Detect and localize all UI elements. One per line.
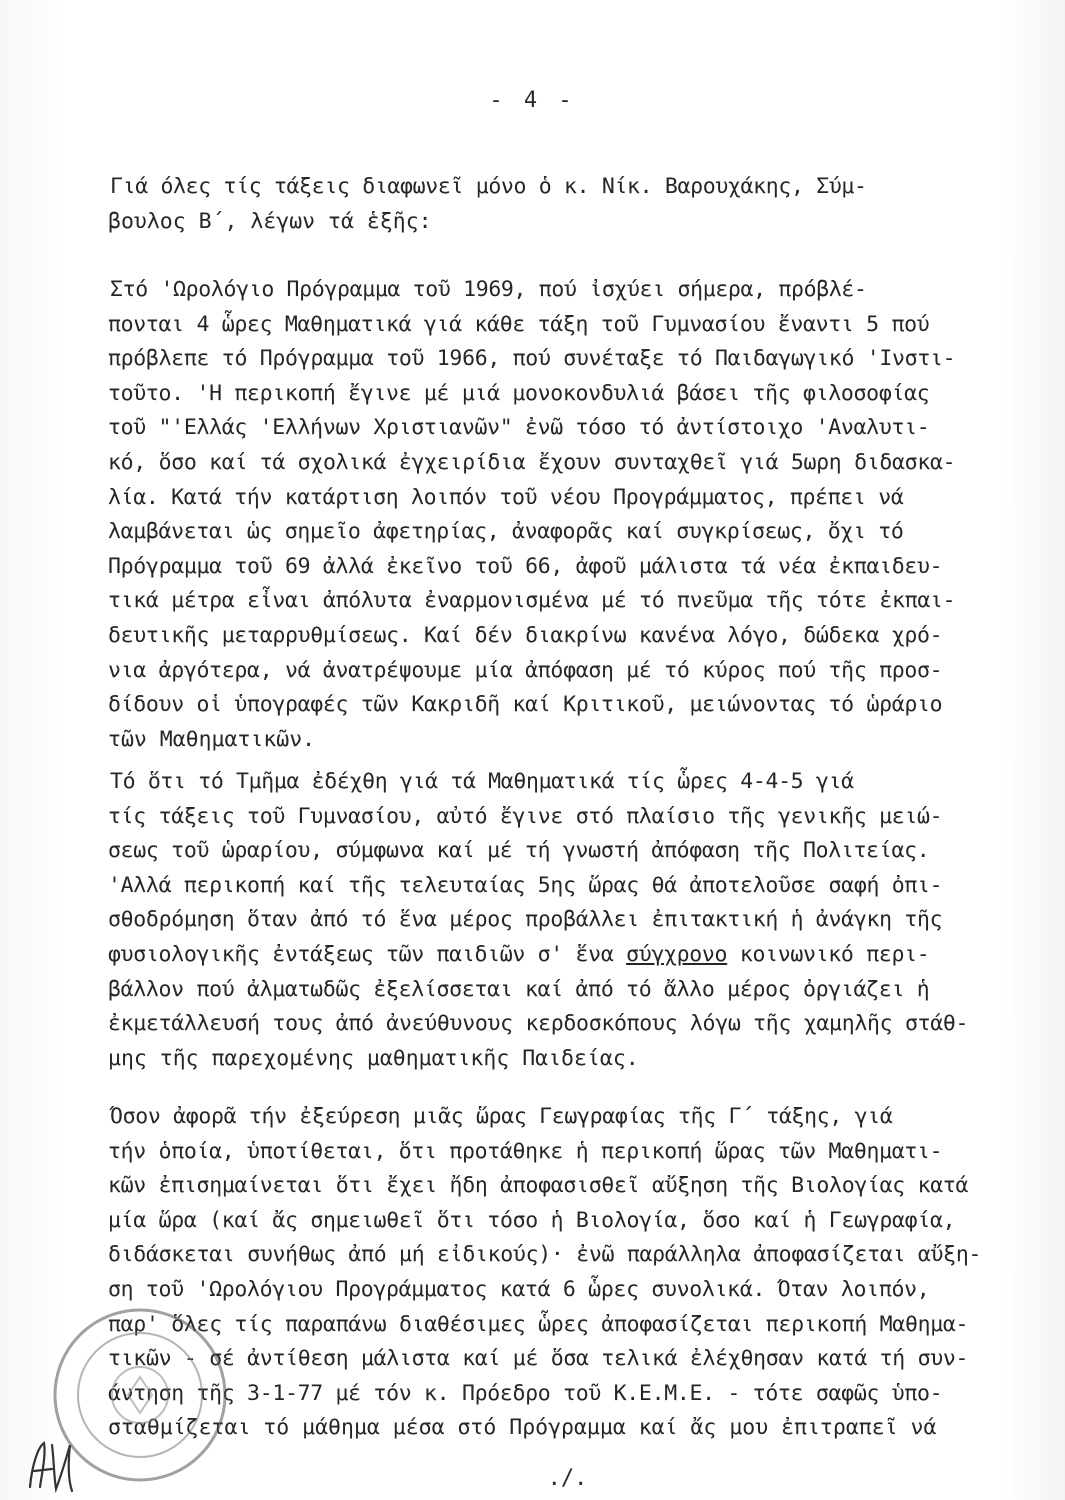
text-line: σθοδρόμηση ὅταν ἀπό τό ἕνα μέρος προβάλλει ἐπιτακτική ἡ ἀνάγκη τῆς <box>108 907 943 933</box>
text-line: μης τῆς παρεχομένης μαθηματικῆς Παιδείας. <box>108 1045 639 1071</box>
text-line: πονται 4 ὧρες Μαθηματικά γιά κάθε τάξη τοῦ Γυμνασίου ἔναντι 5 πού <box>108 311 930 337</box>
page-number: - 4 - <box>489 88 576 113</box>
paragraph-4 <box>108 1100 1018 1446</box>
text-line: παρ' ὅλες τίς παραπάνω διαθέσιμες ὧρες ἀποφασίζεται περικοπή Μαθημα- <box>108 1311 969 1337</box>
text-line: δευτικῆς μεταρρυθμίσεως. Καί δέν διακρίνω κανένα λόγο, δώδεκα χρό- <box>108 622 943 648</box>
text-line: ἐκμετάλλευσή τους ἀπό ἀνεύθυνους κερδοσκόπους λόγω τῆς χαμηλῆς στάθ- <box>108 1011 969 1037</box>
text-line: τοῦτο. 'Η περικοπή ἔγινε μέ μιά μονοκονδυλιά βάσει τῆς φιλοσοφίας <box>108 380 930 406</box>
continuation-mark: ./. <box>547 1466 588 1491</box>
text-line: Τό ὅτι τό Τμῆμα ἐδέχθη γιά τά Μαθηματικά τίς ὧρες 4-4-5 γιά <box>110 769 854 794</box>
text-line: κῶν ἐπισημαίνεται ὅτι ἔχει ἤδη ἀποφασισθεῖ αὔξηση τῆς Βιολογίας κατά <box>108 1173 969 1199</box>
text-line: νια ἀργότερα, νά ἀνατρέψουμε μία ἀπόφαση μέ τό κύρος πού τῆς προσ- <box>108 657 943 683</box>
paragraph-3 <box>108 765 1018 1076</box>
text-line: λαμβάνεται ὡς σημεῖο ἀφετηρίας, ἀναφορᾶς καί συγκρίσεως, ὄχι τό <box>108 519 904 545</box>
text-line: ση τοῦ 'Ωρολόγιου Προγράμματος κατά 6 ὧρες συνολικά. Όταν λοιπόν, <box>108 1276 930 1302</box>
text-line: Πρόγραμμα τοῦ 69 ἀλλά ἐκεῖνο τοῦ 66, ἀφοῦ μάλιστα τά νέα ἐκπαιδευ- <box>108 553 943 579</box>
text-line: τικά μέτρα εἶναι ἀπόλυτα ἐναρμονισμένα μέ τό πνεῦμα τῆς τότε ἐκπαι- <box>108 588 956 614</box>
text-line: μία ὥρα (καί ἄς σημειωθεῖ ὅτι τόσο ἡ Βιολογία, ὅσο καί ἡ Γεωγραφία, <box>108 1207 956 1233</box>
text-line: τοῦ "'Ελλάς 'Ελλήνων Χριστιανῶν" ἐνῶ τόσο τό ἀντίστοιχο 'Αναλυτι- <box>108 415 930 441</box>
paragraph-1 <box>108 170 1018 239</box>
paragraph-2 <box>108 273 1018 757</box>
text-line: άντηση τῆς 3-1-77 μέ τόν κ. Πρόεδρο τοῦ Κ.Ε.Μ.Ε. - τότε σαφῶς ὑπο- <box>108 1380 943 1406</box>
text-line: κό, ὅσο καί τά σχολικά ἐγχειρίδια ἔχουν συνταχθεῖ γιά 5ωρη διδασκα- <box>108 449 956 475</box>
text-line: τῶν Μαθηματικῶν. <box>108 726 316 752</box>
text-line: βουλος Β΄, λέγων τά ἑξῆς: <box>108 208 432 234</box>
text-line: Όσον ἀφορᾶ τήν ἐξεύρεση μιᾶς ὥρας Γεωγραφίας τῆς Γ΄ τάξης, γιά <box>110 1104 893 1129</box>
text-line: τήν ὁποία, ὑποτίθεται, ὅτι προτάθηκε ἡ περικοπή ὥρας τῶν Μαθηματι- <box>108 1138 943 1164</box>
text-line: Στό 'Ωρολόγιο Πρόγραμμα τοῦ 1969, πού ἰσχύει σήμερα, πρόβλέ- <box>110 277 867 302</box>
text-line: σταθμίζεται τό μάθημα μέσα στό Πρόγραμμα καί ἄς μου ἐπιτραπεῖ νά <box>108 1415 937 1441</box>
text-line: τίς τάξεις τοῦ Γυμνασίου, αὐτό ἔγινε στό πλαίσιο τῆς γενικῆς μειώ- <box>108 803 943 829</box>
underlined-word: σύγχρονο <box>626 941 728 967</box>
text-line: βάλλον πού ἀλματωδῶς ἐξελίσσεται καί ἀπό τό ἄλλο μέρος ὀργιάζει ἡ <box>108 976 930 1002</box>
text-line: φυσιολογικῆς ἐντάξεως τῶν παιδιῶν σ' ἕνα σύγχρονο κοινωνικό περι- <box>108 941 930 967</box>
text-line: λία. Κατά τήν κατάρτιση λοιπόν τοῦ νέου Προγράμματος, πρέπει νά <box>108 484 904 510</box>
text-line: 'Αλλά περικοπή καί τῆς τελευταίας 5ης ὥρας θά ἀποτελοῦσε σαφή ὀπι- <box>108 872 943 898</box>
text-line: Γιά όλες τίς τάξεις διαφωνεῖ μόνο ὁ κ. Νίκ. Βαρουχάκης, Σύμ- <box>110 174 867 199</box>
text-line: διδάσκεται συνήθως ἀπό μή εἰδικούς)· ἐνῶ παράλληλα ἀποφασίζεται αὔξη- <box>108 1242 982 1268</box>
text-line: πρόβλεπε τό Πρόγραμμα τοῦ 1966, πού συνέταξε τό Παιδαγωγικό 'Ινστι- <box>108 346 956 372</box>
text-line: τικῶν - σέ ἀντίθεση μάλιστα καί μέ ὅσα τελικά ἐλέχθησαν κατά τή συν- <box>108 1346 969 1372</box>
text-line: δίδουν οἱ ὑπογραφές τῶν Κακριδῆ καί Κριτικοῦ, μειώνοντας τό ὡράριο <box>108 692 943 718</box>
text-line: σεως τοῦ ὡραρίου, σύμφωνα καί μέ τή γνωστή ἀπόφαση τῆς Πολιτείας. <box>108 838 930 864</box>
